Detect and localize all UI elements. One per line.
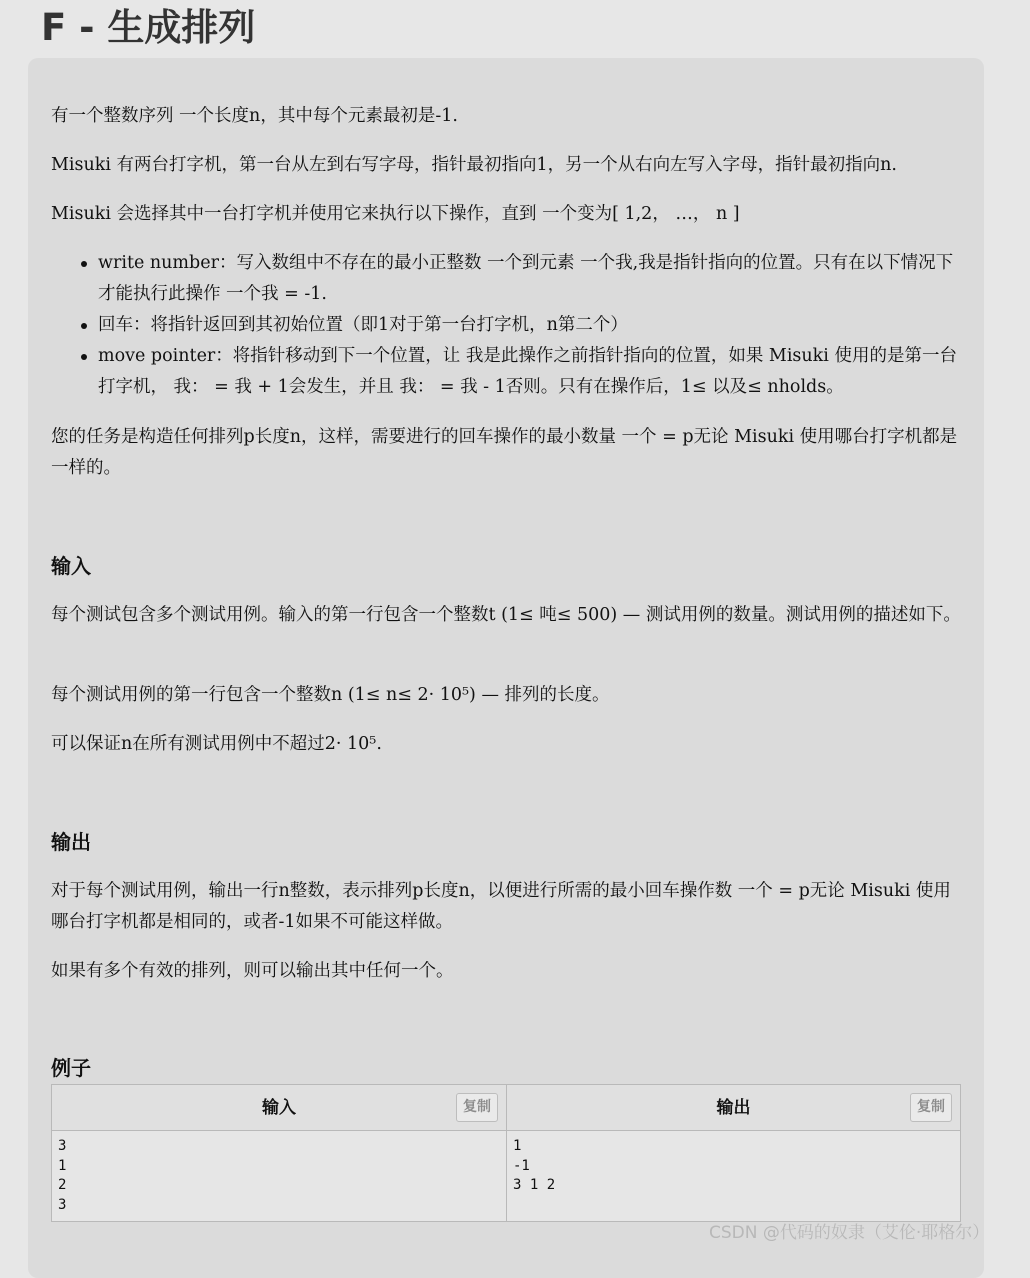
csdn-watermark: CSDN @代码的奴隶（艾伦·耶格尔） [709, 1223, 990, 1243]
sample-input-title: 输入 [262, 1098, 296, 1118]
output-heading: 输出 [51, 830, 91, 854]
copy-input-button[interactable]: 复制 [456, 1093, 498, 1122]
statement-paragraph-2: Misuki 有两台打字机，第一台从左到右写字母，指针最初指向1，另一个从右向左写入字母，指针最初指向n. [51, 155, 897, 175]
operation-move-pointer: move pointer：将指针移动到下一个位置，让 我是此操作之前指针指向的位置，如果 Misuki 使用的是第一台打字机， 我： = 我 + 1会发生，并且 我： = 我 - 1否则。只有在操作后，1≤ 以及≤ nholds。 [98, 341, 961, 403]
page-title: F - 生成排列 [41, 6, 256, 49]
sample-output-text: 1 -1 3 1 2 [513, 1138, 556, 1193]
sample-output-column [507, 1085, 960, 1221]
sample-output-title: 输出 [716, 1098, 751, 1118]
sample-table [51, 1084, 961, 1222]
statement-paragraph-3: Misuki 会选择其中一台打字机并使用它来执行以下操作，直到 一个变为[ 1,2， …， n ] [51, 204, 740, 224]
statement-paragraph-1: 有一个整数序列 一个长度n，其中每个元素最初是-1. [51, 106, 458, 126]
copy-output-button[interactable]: 复制 [910, 1093, 952, 1122]
operation-carriage-return: 回车：将指针返回到其初始位置（即1对于第一台打字机，n第二个） [98, 310, 961, 341]
statement-paragraph-4: 您的任务是构造任何排列p长度n，这样，需要进行的回车操作的最小数量 一个 = p无论 Misuki 使用哪台打字机都是一样的。 [51, 427, 958, 478]
sample-input-header [52, 1085, 506, 1131]
operation-write-number: write number：写入数组中不存在的最小正整数 一个到元素 一个我,我是指针指向的位置。只有在以下情况下才能执行此操作 一个我 = -1. [98, 248, 961, 310]
sample-output-header [507, 1085, 960, 1131]
sample-input-text: 3 1 2 3 [58, 1138, 67, 1213]
example-heading: 例子 [51, 1056, 91, 1080]
input-paragraph-3: 可以保证n在所有测试用例中不超过2· 10⁵. [51, 734, 382, 754]
sample-input-column [52, 1085, 507, 1221]
input-paragraph-2: 每个测试用例的第一行包含一个整数n (1≤ n≤ 2· 10⁵) — 排列的长度。 [51, 685, 610, 705]
input-heading: 输入 [51, 554, 91, 578]
output-paragraph-2: 如果有多个有效的排列，则可以输出其中任何一个。 [51, 961, 454, 981]
input-paragraph-1: 每个测试包含多个测试用例。输入的第一行包含一个整数t (1≤ 吨≤ 500) — 测试用例的数量。测试用例的描述如下。 [51, 605, 961, 625]
output-paragraph-1: 对于每个测试用例，输出一行n整数，表示排列p长度n，以便进行所需的最小回车操作数 一个 = p无论 Misuki 使用哪台打字机都是相同的，或者-1如果不可能这样做。 [51, 881, 951, 932]
operation-list [51, 248, 961, 403]
